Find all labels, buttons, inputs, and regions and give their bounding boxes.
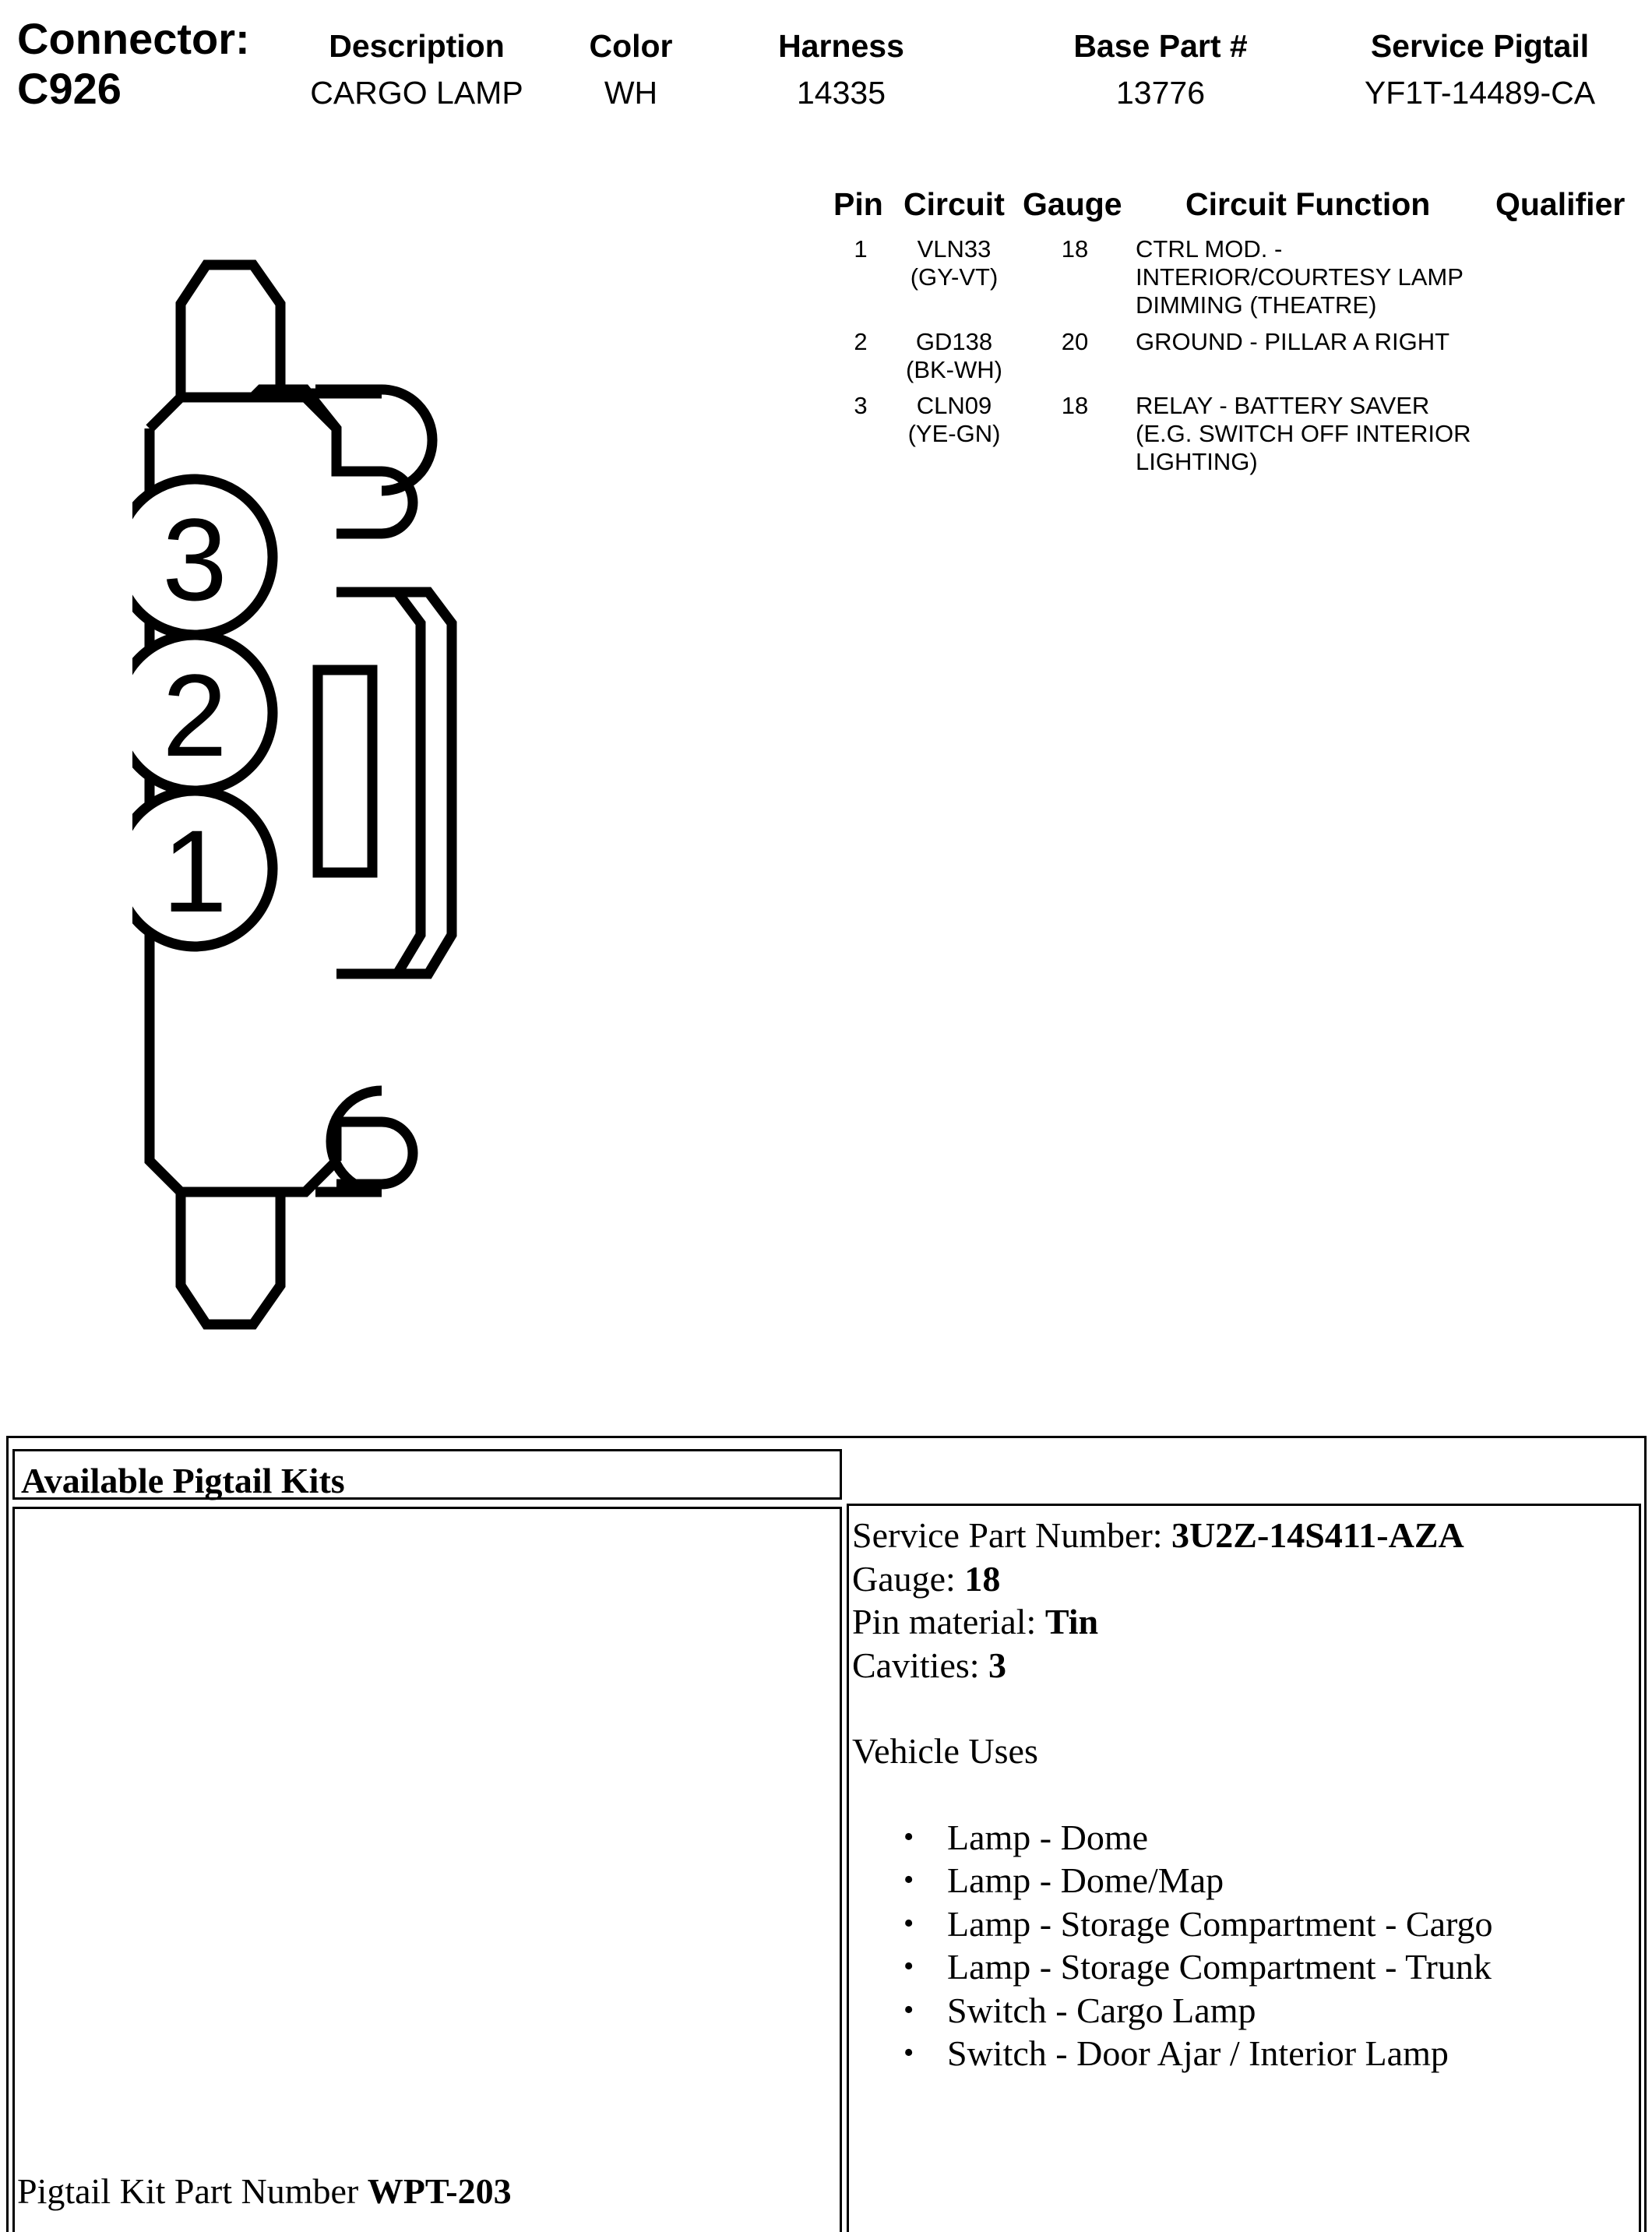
vehicle-use-item: • Switch - Cargo Lamp <box>947 1989 1639 2033</box>
header-value-color: WH <box>604 75 658 111</box>
pin-table-header-qualifier: Qualifier <box>1495 186 1626 222</box>
pin-row-2-circuit: GD138 <box>915 328 993 355</box>
connector-side-lock <box>336 592 421 974</box>
pin-row-1-circuit: VLN33 <box>917 235 992 263</box>
vehicle-uses-label: Vehicle Uses <box>852 1731 1038 1771</box>
header-col-description <box>277 25 557 114</box>
pigtail-kit-part-number <box>17 2170 512 2213</box>
connector-face-diagram <box>132 249 701 1356</box>
vehicle-use-item: • Lamp - Dome <box>947 1816 1639 1860</box>
pin-row-3-function-line-3: LIGHTING) <box>1136 448 1258 475</box>
vehicle-use-item: • Lamp - Storage Compartment - Trunk <box>947 1945 1639 1989</box>
header-value-harness: 14335 <box>796 75 886 111</box>
pigtail-info-box <box>847 1504 1641 2232</box>
vehicle-uses-list <box>852 1816 1639 2075</box>
pin-row-3-function-line-1: RELAY - BATTERY SAVER <box>1136 392 1430 419</box>
pin-table-header-gauge: Gauge <box>1023 186 1122 222</box>
service-part-value: 3U2Z-14S411-AZA <box>1171 1515 1464 1555</box>
header-value-service-pigtail: YF1T-14489-CA <box>1364 75 1596 111</box>
cavities-line <box>852 1644 1639 1687</box>
pin-label-2: 2 <box>162 650 227 781</box>
service-part-label: Service Part Number: <box>852 1515 1172 1555</box>
pin-row-2-wire-color: (BK-WH) <box>906 356 1002 383</box>
connector-label: Connector: <box>17 14 250 63</box>
header-label-base-part: Base Part # <box>1073 28 1248 64</box>
pin-row-1-gauge: 18 <box>1061 235 1089 263</box>
pin-label-3: 3 <box>162 494 227 625</box>
header-label-description: Description <box>329 28 505 64</box>
pin-material-value: Tin <box>1044 1602 1099 1641</box>
pin-material-line <box>852 1600 1639 1644</box>
pin-row-3-wire-color: (YE-GN) <box>907 420 1001 447</box>
pin-table-header-circuit: Circuit <box>903 186 1005 222</box>
pin-material-label: Pin material: <box>852 1602 1045 1641</box>
header-value-base-part: 13776 <box>1115 75 1205 111</box>
pin-table-header-function: Circuit Function <box>1185 186 1431 222</box>
pin-row-3-circuit: CLN09 <box>916 392 992 419</box>
cavities-value: 3 <box>988 1645 1007 1685</box>
kit-part-value: WPT-203 <box>367 2171 512 2211</box>
cavities-label: Cavities: <box>852 1645 989 1685</box>
gauge-value: 18 <box>964 1558 1001 1599</box>
connector-top-tab <box>181 265 280 397</box>
vehicle-use-item: • Switch - Door Ajar / Interior Lamp <box>947 2032 1639 2075</box>
pin-label-1: 1 <box>162 806 227 936</box>
connector-id: C926 <box>17 64 122 113</box>
pin-row-1-pin: 1 <box>854 235 868 263</box>
pin-row-2-function-line-1: GROUND - PILLAR A RIGHT <box>1136 328 1450 355</box>
pin-row-3-function-line-2: (E.G. SWITCH OFF INTERIOR <box>1136 420 1471 447</box>
pigtail-image-box <box>12 1507 842 2232</box>
pin-row-1-function-line-2: INTERIOR/COURTESY LAMP <box>1136 263 1464 291</box>
header-col-service-pigtail <box>1324 25 1636 114</box>
pigtail-kits-title: Available Pigtail Kits <box>21 1461 345 1500</box>
header-label-color: Color <box>589 28 673 64</box>
pin-row-1-function-line-3: DIMMING (THEATRE) <box>1136 291 1377 319</box>
header-value-description: CARGO LAMP <box>310 75 523 111</box>
gauge-label: Gauge: <box>852 1558 965 1599</box>
vehicle-use-item: • Lamp - Storage Compartment - Cargo <box>947 1902 1639 1946</box>
pin-row-1-function-line-1: CTRL MOD. - <box>1136 235 1283 263</box>
pin-row-3-pin: 3 <box>854 392 868 419</box>
header-label-service-pigtail: Service Pigtail <box>1370 28 1590 64</box>
pin-table-header-pin: Pin <box>833 186 883 222</box>
header-col-harness <box>732 25 950 114</box>
pigtail-kits-title-box <box>12 1449 842 1500</box>
header-label-harness: Harness <box>778 28 904 64</box>
pin-row-2-gauge: 20 <box>1061 328 1089 355</box>
connector-lock-window <box>318 670 372 873</box>
connector-bottom-tab <box>181 1192 280 1324</box>
pin-row-3-gauge: 18 <box>1061 392 1089 419</box>
header-col-base-part <box>1036 25 1285 114</box>
gauge-line <box>852 1557 1639 1601</box>
service-part-number <box>852 1514 1639 1557</box>
header-col-color <box>561 25 701 114</box>
pin-row-1-wire-color: (GY-VT) <box>910 263 999 291</box>
pin-row-2-pin: 2 <box>854 328 868 355</box>
kit-part-label: Pigtail Kit Part Number <box>17 2171 368 2211</box>
connector-upper-latch <box>253 390 413 534</box>
vehicle-use-item: • Lamp - Dome/Map <box>947 1859 1639 1902</box>
